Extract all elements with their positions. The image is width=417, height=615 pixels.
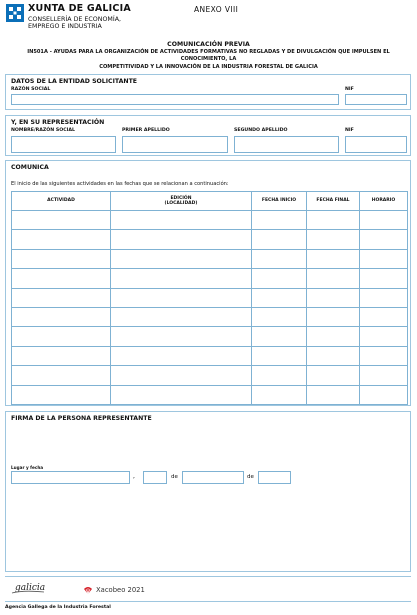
end-date-cell[interactable] (307, 211, 360, 230)
activity-cell[interactable] (12, 269, 111, 288)
activity-cell[interactable] (12, 307, 111, 326)
edition-cell[interactable] (111, 366, 252, 385)
business-name-label: RAZÓN SOCIAL (11, 87, 51, 92)
rep-name-field[interactable] (11, 136, 116, 153)
schedule-cell[interactable] (360, 327, 408, 346)
end-date-cell[interactable] (307, 230, 360, 249)
edition-cell[interactable] (111, 288, 252, 307)
month-field[interactable] (182, 471, 244, 484)
activities-header-row (12, 192, 408, 211)
schedule-cell[interactable] (360, 269, 408, 288)
col-start-date: FECHA INICIO (252, 192, 307, 211)
start-date-cell[interactable] (252, 366, 307, 385)
table-row (12, 346, 408, 365)
table-row (12, 366, 408, 385)
rep-surname2-label: SEGUNDO APELLIDO (234, 128, 288, 133)
document-header (6, 3, 411, 37)
table-row (12, 269, 408, 288)
end-date-cell[interactable] (307, 366, 360, 385)
activity-cell[interactable] (12, 366, 111, 385)
edition-cell[interactable] (111, 307, 252, 326)
schedule-cell[interactable] (360, 211, 408, 230)
communicates-section-title: COMUNICA (11, 164, 49, 171)
table-row (12, 327, 408, 346)
edition-cell[interactable] (111, 230, 252, 249)
activities-table (11, 191, 408, 405)
table-row (12, 211, 408, 230)
galicia-logo: galicia (15, 583, 46, 593)
end-date-cell[interactable] (307, 385, 360, 404)
edition-cell[interactable] (111, 269, 252, 288)
edition-cell[interactable] (111, 249, 252, 268)
end-date-cell[interactable] (307, 288, 360, 307)
conselleria-line-1: CONSELLERÍA DE ECONOMÍA, (28, 16, 122, 23)
signature-section (5, 411, 411, 572)
start-date-cell[interactable] (252, 346, 307, 365)
communicates-section (5, 160, 411, 406)
rep-nif-field[interactable] (345, 136, 407, 153)
col-edition (111, 192, 252, 211)
table-row (12, 288, 408, 307)
end-date-cell[interactable] (307, 346, 360, 365)
start-date-cell[interactable] (252, 249, 307, 268)
start-date-cell[interactable] (252, 385, 307, 404)
representative-section-title: Y, EN SU REPRESENTACIÓN (11, 119, 105, 126)
xacobeo-shell-icon (83, 585, 93, 595)
rep-name-label: NOMBRE/RAZÓN SOCIAL (11, 128, 76, 133)
start-date-cell[interactable] (252, 288, 307, 307)
representative-section (5, 115, 411, 156)
galicia-swoosh-icon (11, 589, 45, 595)
table-row (12, 230, 408, 249)
applicant-section-title: DATOS DE LA ENTIDAD SOLICITANTE (11, 78, 138, 85)
start-date-cell[interactable] (252, 230, 307, 249)
conselleria-line-2: EMPREGO E INDUSTRIA (28, 23, 102, 31)
schedule-cell[interactable] (360, 288, 408, 307)
schedule-cell[interactable] (360, 230, 408, 249)
start-date-cell[interactable] (252, 327, 307, 346)
xunta-flag-icon (6, 4, 24, 22)
conselleria-name (28, 16, 121, 31)
activity-cell[interactable] (12, 385, 111, 404)
end-date-cell[interactable] (307, 307, 360, 326)
activity-cell[interactable] (12, 211, 111, 230)
rep-surname2-field[interactable] (234, 136, 339, 153)
applicant-nif-field[interactable] (345, 94, 407, 105)
agency-name: Agencia Gallega de la Industria Forestal (5, 605, 111, 610)
activity-cell[interactable] (12, 230, 111, 249)
start-date-cell[interactable] (252, 307, 307, 326)
rep-surname1-label: PRIMER APELLIDO (122, 128, 170, 133)
activity-cell[interactable] (12, 288, 111, 307)
edition-cell[interactable] (111, 327, 252, 346)
schedule-cell[interactable] (360, 346, 408, 365)
end-date-cell[interactable] (307, 269, 360, 288)
de-label-1: de (171, 474, 178, 480)
de-label-2: de (247, 474, 254, 480)
table-row (12, 249, 408, 268)
schedule-cell[interactable] (360, 307, 408, 326)
col-end-date: FECHA FINAL (307, 192, 360, 211)
annex-label: ANEXO VIII (194, 5, 239, 14)
activity-cell[interactable] (12, 249, 111, 268)
table-row (12, 385, 408, 404)
business-name-field[interactable] (11, 94, 339, 105)
start-date-cell[interactable] (252, 269, 307, 288)
schedule-cell[interactable] (360, 249, 408, 268)
start-date-cell[interactable] (252, 211, 307, 230)
communicates-intro: El inicio de las siguientes actividades en las fechas que se relacionan a continuación: (11, 181, 229, 187)
col-schedule: HORARIO (360, 192, 408, 211)
rep-surname1-field[interactable] (122, 136, 228, 153)
description-line-2: COMPETITIVIDAD Y LA INNOVACIÓN DE LA INDUSTRIA FORESTAL DE GALICIA (99, 63, 318, 70)
edition-cell[interactable] (111, 211, 252, 230)
day-field[interactable] (143, 471, 167, 484)
xunta-logo-text: XUNTA DE GALICIA (28, 3, 131, 14)
rep-nif-label: NIF (345, 128, 354, 133)
place-date-comma: , (133, 473, 135, 480)
end-date-cell[interactable] (307, 249, 360, 268)
col-edition-line-2: (LOCALIDAD) (164, 201, 198, 206)
col-activity: ACTIVIDAD (12, 192, 111, 211)
signature-section-title: FIRMA DE LA PERSONA REPRESENTANTE (11, 415, 152, 422)
edition-cell[interactable] (111, 385, 252, 404)
schedule-cell[interactable] (360, 366, 408, 385)
end-date-cell[interactable] (307, 327, 360, 346)
place-date-label: Lugar y fecha (11, 465, 44, 470)
activities-body (12, 211, 408, 405)
place-field[interactable] (11, 471, 130, 484)
applicant-section (5, 74, 411, 110)
schedule-cell[interactable] (360, 385, 408, 404)
document-description (12, 49, 405, 71)
document-title: COMUNICACIÓN PREVIA (167, 41, 250, 48)
applicant-nif-label: NIF (345, 87, 354, 92)
table-row (12, 307, 408, 326)
description-line-1: IN501A - AYUDAS PARA LA ORGANIZACIÓN DE ACTIVIDADES FORMATIVAS NO REGLADAS Y DE DIVULGACIÓN QUE IMPULSEN EL CONOCIMIENTO, LA (27, 49, 390, 63)
activity-cell[interactable] (12, 327, 111, 346)
footer (5, 576, 411, 602)
xacobeo-logo: Xacobeo 2021 (96, 586, 145, 594)
edition-cell[interactable] (111, 346, 252, 365)
activity-cell[interactable] (12, 346, 111, 365)
year-field[interactable] (258, 471, 291, 484)
col-edition-line-1: EDICIÓN (170, 195, 192, 201)
